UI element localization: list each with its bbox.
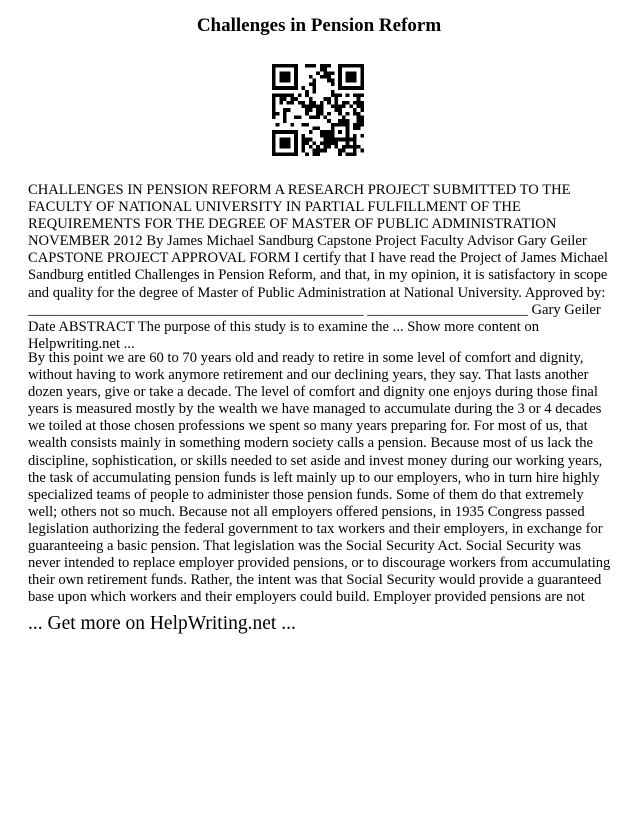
document-paragraph-2: By this point we are 60 to 70 years old and ready to retire in some level of comfort and dignity, without having to work anymore retirement and our declining years, they say. That lasts another dozen years, give or take a decade. The level of comfort and dignity one enjoys during those final years is measured mostly by the wealth we have managed to accumulate during the 3 or 4 decades we toiled at those chosen professions we spent so many years preparing for. For most of us, that wealth consists mainly in something modern society calls a pension. Because most of us lack the discipline, sophistication, or skills needed to set aside and invest money during our working years, the task of accumulating pension funds is left mainly up to our employers, who in turn hire highly specialized teams of people to administer those pension funds. Some of them do that extremely well; others not so much. Because not all employers offered pensions, in 1935 Congress passed legislation authorizing the federal government to tax workers and their employers, in exchange for guaranteeing a basic pension. That legislation was the Social Security Act. Social Security was never intended to replace employer provided pensions, or to discourage workers from accumulating their own retirement funds. Rather, the intent was that Social Security would provide a guaranteed base upon which workers and their employers could build. Employer provided pensions are not xyxy=(28,350,611,606)
get-more-link[interactable]: ... Get more on HelpWriting.net ... xyxy=(28,613,296,634)
qr-code-icon xyxy=(272,64,364,156)
document-title: Challenges in Pension Reform xyxy=(196,15,442,36)
document-paragraph-1: CHALLENGES IN PENSION REFORM A RESEARCH PROJECT SUBMITTED TO THE FACULTY OF NATIONAL UNIVERSITY IN PARTIAL FULFILLMENT OF THE REQUIREMENTS FOR THE DEGREE OF MASTER OF PUBLIC ADMINISTRATION NOVEMBER 2012 By James Michael Sandburg Capstone Project Faculty Advisor Gary Geiler CAPSTONE PROJECT APPROVAL FORM I certify that I have read the Project of James Michael Sandburg entitled Challenges in Pension Reform, and that, in my opinion, it is satisfactory in scope and quality for the degree of Master of Public Administration at National University. Approved by: ______________________________________________ ______________________ Gary Geiler Date ABSTRACT The purpose of this study is to examine the ... Show more content on Helpwriting.net ... xyxy=(28,182,608,352)
